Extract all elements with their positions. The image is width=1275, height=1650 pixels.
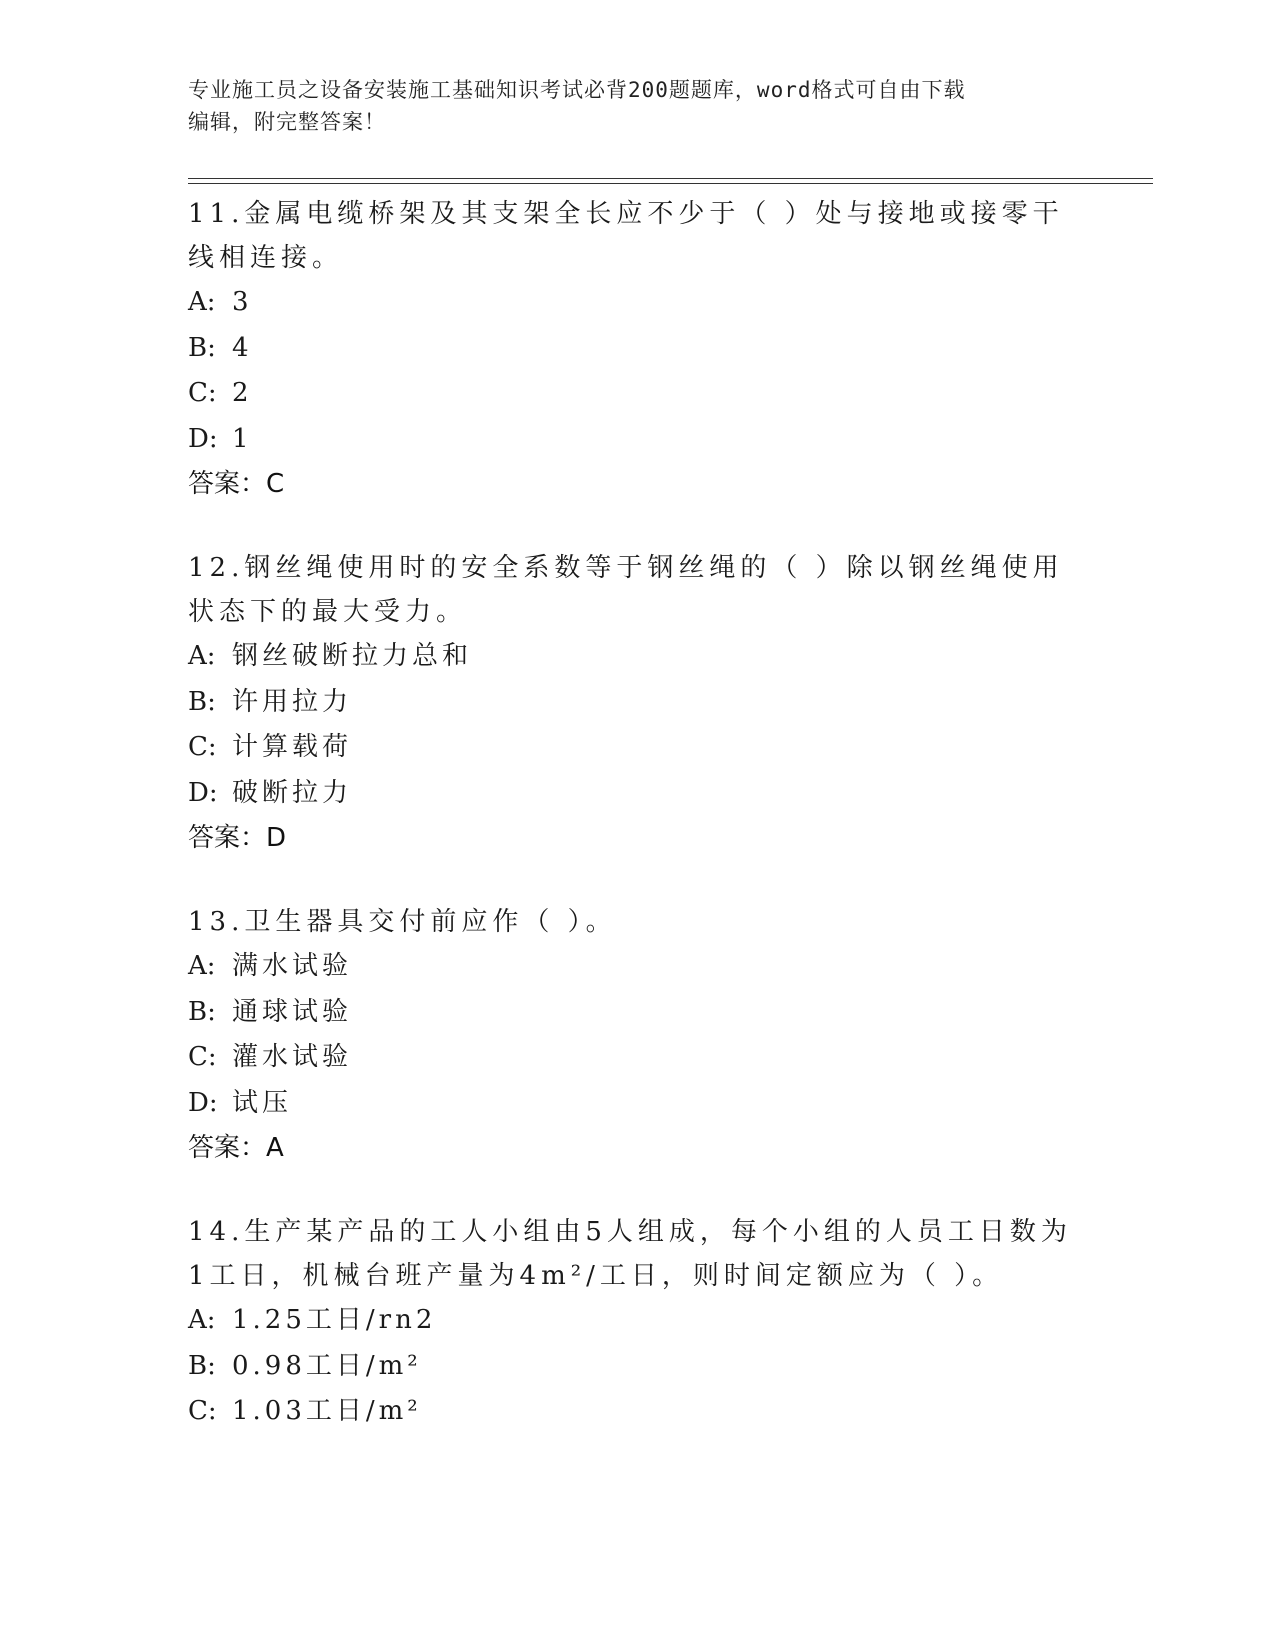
question-13 bbox=[188, 900, 1088, 1170]
option-c bbox=[188, 725, 1088, 771]
option-text: 1 bbox=[232, 423, 253, 454]
option-a bbox=[188, 1298, 1088, 1344]
option-a bbox=[188, 634, 1088, 680]
option-d bbox=[188, 1081, 1088, 1127]
question-14 bbox=[188, 1210, 1088, 1435]
question-text: 14.生产某产品的工人小组由5人组成，每个小组的人员工日数为1工日，机械台班产量为4m²/工日，则时间定额应为（ ）。 bbox=[188, 1217, 1072, 1291]
question-list bbox=[188, 192, 1088, 1461]
question-12 bbox=[188, 546, 1088, 860]
question-text: 11.金属电缆桥架及其支架全长应不少于（ ）处与接地或接零干线相连接。 bbox=[188, 199, 1064, 273]
option-letter: C: bbox=[188, 1396, 217, 1426]
answer-line: 答案：C bbox=[188, 469, 285, 499]
option-c bbox=[188, 1035, 1088, 1081]
option-text: 试压 bbox=[232, 1087, 293, 1118]
option-b bbox=[188, 990, 1088, 1036]
option-d bbox=[188, 417, 1088, 463]
question-11 bbox=[188, 192, 1088, 506]
question-text: 12.钢丝绳使用时的安全系数等于钢丝绳的（ ）除以钢丝绳使用状态下的最大受力。 bbox=[188, 553, 1064, 627]
header-line-2: 编辑，附完整答案！ bbox=[188, 110, 386, 134]
option-text: 3 bbox=[232, 287, 253, 317]
option-a bbox=[188, 280, 1088, 326]
question-text: 13.卫生器具交付前应作（ ）。 bbox=[188, 907, 617, 937]
document-header bbox=[188, 74, 1088, 138]
option-c bbox=[188, 371, 1088, 417]
option-letter: B: bbox=[188, 996, 216, 1027]
option-letter: B: bbox=[188, 1350, 216, 1381]
option-b bbox=[188, 326, 1088, 372]
option-a bbox=[188, 944, 1088, 990]
option-text: 许用拉力 bbox=[232, 686, 353, 717]
option-b bbox=[188, 680, 1088, 726]
option-text: 通球试验 bbox=[232, 996, 353, 1027]
answer-line: 答案：D bbox=[188, 823, 287, 853]
option-letter: C: bbox=[188, 732, 217, 762]
option-text: 1.25工日/rn2 bbox=[232, 1305, 437, 1335]
option-text: 4 bbox=[232, 332, 253, 363]
option-letter: A: bbox=[188, 1305, 216, 1335]
option-letter: A: bbox=[188, 287, 216, 317]
option-text: 灌水试验 bbox=[232, 1042, 353, 1072]
option-letter: D: bbox=[188, 423, 218, 454]
option-d bbox=[188, 771, 1088, 817]
option-text: 破断拉力 bbox=[232, 777, 353, 808]
option-text: 满水试验 bbox=[232, 951, 353, 981]
option-text: 2 bbox=[232, 378, 253, 408]
option-letter: D: bbox=[188, 1087, 218, 1118]
option-text: 计算载荷 bbox=[232, 732, 353, 762]
option-letter: A: bbox=[188, 641, 216, 671]
option-text: 钢丝破断拉力总和 bbox=[232, 641, 473, 671]
option-letter: C: bbox=[188, 378, 217, 408]
option-c bbox=[188, 1389, 1088, 1435]
header-line-1: 专业施工员之设备安装施工基础知识考试必背200题题库，word格式可自由下载 bbox=[188, 78, 966, 102]
option-letter: D: bbox=[188, 777, 218, 808]
option-letter: B: bbox=[188, 686, 216, 717]
option-letter: A: bbox=[188, 951, 216, 981]
option-b bbox=[188, 1344, 1088, 1390]
option-text: 0.98工日/m² bbox=[232, 1350, 422, 1381]
header-divider-bottom bbox=[188, 183, 1153, 184]
option-text: 1.03工日/m² bbox=[232, 1396, 422, 1426]
answer-line: 答案：A bbox=[188, 1133, 284, 1163]
option-letter: B: bbox=[188, 332, 216, 363]
option-letter: C: bbox=[188, 1042, 217, 1072]
header-divider-top bbox=[188, 178, 1153, 179]
